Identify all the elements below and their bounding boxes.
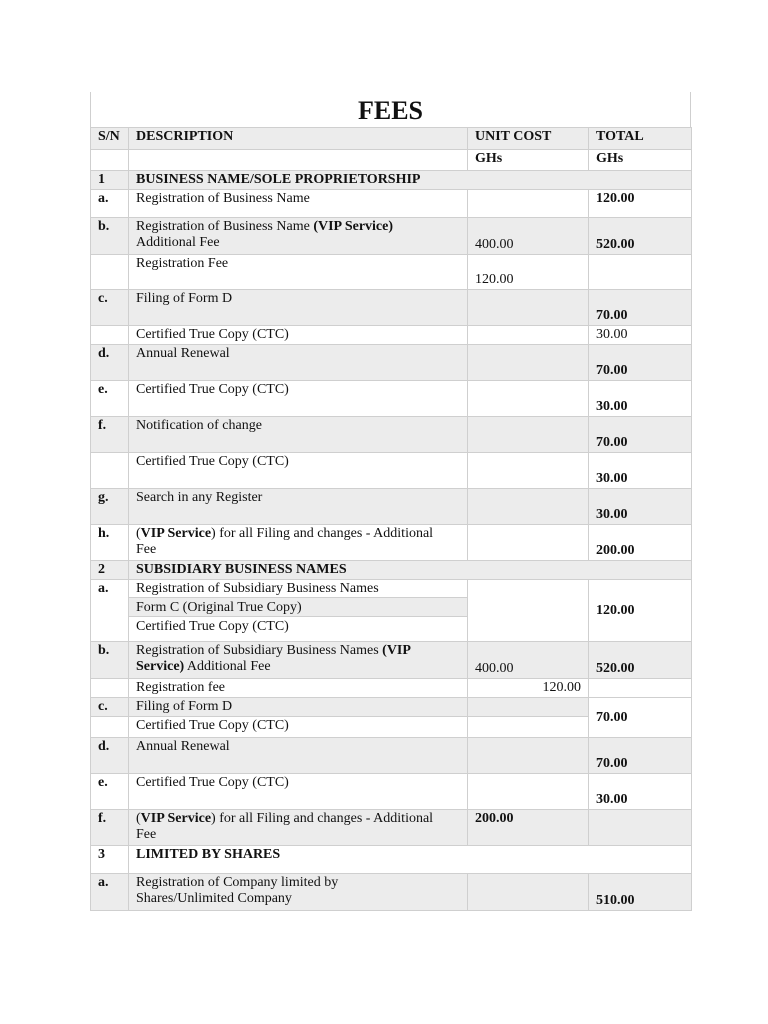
section-number: 2 — [91, 561, 129, 580]
currency-row — [91, 150, 692, 171]
table-row: Certified True Copy (CTC) 30.00 — [91, 453, 692, 489]
table-row: Certified True Copy (CTC) 30.00 — [91, 326, 692, 345]
section-number: 3 — [91, 846, 129, 874]
header-description: DESCRIPTION — [129, 128, 468, 150]
section-row — [91, 846, 692, 874]
total-currency: GHs — [589, 150, 692, 171]
section-heading: LIMITED BY SHARES — [129, 846, 692, 874]
section-number: 1 — [91, 171, 129, 190]
table-row: e. Certified True Copy (CTC) 30.00 — [91, 381, 692, 417]
table-row: a. Registration of Subsidiary Business Names Form C (Original True Copy) Certified True Copy (CTC) 120.00 — [91, 580, 692, 642]
table-row: f. (VIP Service) for all Filing and changes - Additional Fee 200.00 — [91, 810, 692, 846]
table-row: a. Registration of Company limited by Shares/Unlimited Company 510.00 — [91, 874, 692, 911]
table-row: Registration fee 120.00 — [91, 679, 692, 698]
section-heading: BUSINESS NAME/SOLE PROPRIETORSHIP — [129, 171, 692, 190]
table-row: d. Annual Renewal 70.00 — [91, 738, 692, 774]
fees-document — [90, 92, 691, 911]
table-row: d. Annual Renewal 70.00 — [91, 345, 692, 381]
table-row: Registration Fee 120.00 — [91, 255, 692, 290]
section-heading: SUBSIDIARY BUSINESS NAMES — [129, 561, 692, 580]
table-row: f. Notification of change 70.00 — [91, 417, 692, 453]
table-row: a. Registration of Business Name 120.00 — [91, 190, 692, 218]
header-row — [91, 128, 692, 150]
fees-table — [90, 127, 692, 911]
header-total: TOTAL — [589, 128, 692, 150]
header-sn: S/N — [91, 128, 129, 150]
header-unit-cost: UNIT COST — [468, 128, 589, 150]
table-row: g. Search in any Register 30.00 — [91, 489, 692, 525]
table-row: Certified True Copy (CTC) — [91, 717, 692, 738]
page-title: FEES — [90, 92, 691, 127]
table-row: c. Filing of Form D 70.00 — [91, 290, 692, 326]
table-row: e. Certified True Copy (CTC) 30.00 — [91, 774, 692, 810]
table-row: b. Registration of Business Name (VIP Service) Additional Fee 400.00 520.00 — [91, 218, 692, 255]
table-row: c. Filing of Form D 70.00 — [91, 698, 692, 717]
table-row: h. (VIP Service) for all Filing and changes - Additional Fee 200.00 — [91, 525, 692, 561]
section-row — [91, 171, 692, 190]
table-row: b. Registration of Subsidiary Business Names (VIP Service) Additional Fee 400.00 520.00 — [91, 642, 692, 679]
section-row — [91, 561, 692, 580]
unit-cost-currency: GHs — [468, 150, 589, 171]
